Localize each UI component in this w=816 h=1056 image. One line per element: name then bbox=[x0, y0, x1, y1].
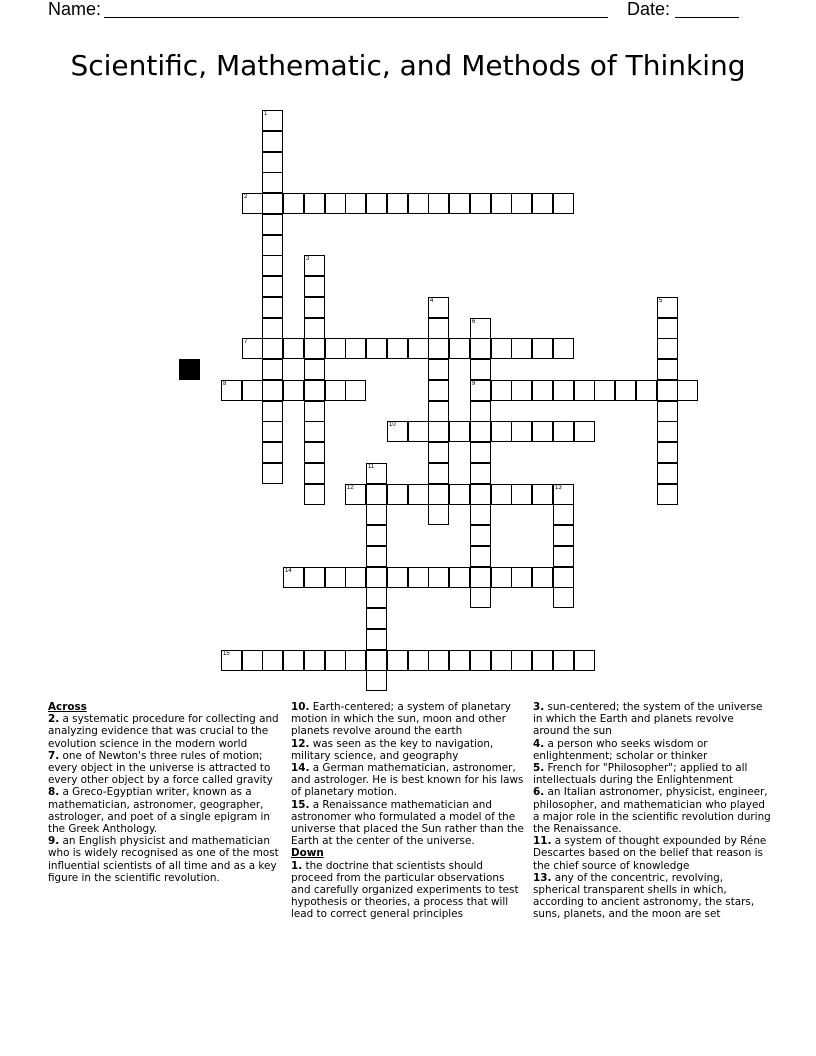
clue-down-5: 5. French for "Philosopher"; applied to all intellectuals during the Enlightenment bbox=[533, 762, 748, 787]
grid-cell[interactable] bbox=[657, 380, 678, 401]
grid-cell[interactable] bbox=[428, 359, 449, 380]
clue-across-9: 9. an English physicist and mathematician who is widely recognised as one of the most influential scientists of all time and as a key figure in the scientific revolution. bbox=[48, 835, 279, 884]
grid-cell[interactable] bbox=[262, 463, 283, 484]
grid-cell[interactable] bbox=[283, 193, 304, 214]
grid-cell[interactable] bbox=[470, 484, 491, 505]
grid-cell[interactable] bbox=[574, 421, 595, 442]
grid-cell[interactable] bbox=[242, 338, 263, 359]
grid-cell[interactable] bbox=[366, 567, 387, 588]
grid-cell[interactable] bbox=[262, 359, 283, 380]
grid-cell[interactable] bbox=[657, 421, 678, 442]
grid-cell[interactable] bbox=[657, 463, 678, 484]
grid-cell[interactable] bbox=[304, 567, 325, 588]
grid-cell[interactable] bbox=[532, 484, 553, 505]
grid-cell[interactable] bbox=[511, 650, 532, 671]
clue-down-1: 1. the doctrine that scientists should proceed from the particular observations and carefully organized experiments to test hypothesis or theories, a process that will lead to correct general principles bbox=[291, 859, 519, 921]
clue-across-15: 15. a Renaissance mathematician and astronomer who formulated a model of the universe that placed the Sun rather than the Earth at the center of the universe. bbox=[291, 798, 524, 848]
clue-number: 7 bbox=[244, 339, 248, 345]
grid-cell[interactable] bbox=[366, 463, 387, 484]
date-line bbox=[675, 17, 739, 18]
grid-cell[interactable] bbox=[366, 546, 387, 567]
grid-cell[interactable] bbox=[304, 484, 325, 505]
clue-number: 11 bbox=[368, 464, 375, 470]
grid-cell[interactable] bbox=[325, 567, 346, 588]
grid-cell[interactable] bbox=[262, 318, 283, 339]
grid-cell[interactable] bbox=[428, 421, 449, 442]
clue-down-4: 4. a person who seeks wisdom or enlightenment; scholar or thinker bbox=[533, 737, 708, 762]
grid-cell[interactable] bbox=[657, 484, 678, 505]
grid-cell[interactable] bbox=[366, 670, 387, 691]
grid-cell[interactable] bbox=[387, 650, 408, 671]
grid-cell[interactable] bbox=[221, 380, 242, 401]
grid-cell[interactable] bbox=[553, 504, 574, 525]
grid-cell[interactable] bbox=[325, 338, 346, 359]
grid-cell[interactable] bbox=[345, 193, 366, 214]
grid-cell[interactable] bbox=[511, 567, 532, 588]
grid-cell[interactable] bbox=[657, 359, 678, 380]
grid-cell[interactable] bbox=[428, 463, 449, 484]
clue-number: 13 bbox=[555, 485, 562, 491]
clue-across-12: 12. was seen as the key to navigation, military science, and geography bbox=[291, 737, 494, 762]
grid-cell[interactable] bbox=[470, 442, 491, 463]
grid-cell[interactable] bbox=[366, 525, 387, 546]
grid-cell[interactable] bbox=[428, 567, 449, 588]
clue-number: 15 bbox=[223, 651, 230, 657]
grid-cell[interactable] bbox=[511, 193, 532, 214]
grid-cell[interactable] bbox=[428, 318, 449, 339]
grid-cell[interactable] bbox=[428, 442, 449, 463]
clue-number: 2 bbox=[244, 194, 248, 200]
grid-cell[interactable] bbox=[262, 235, 283, 256]
clue-number: 9 bbox=[472, 381, 476, 387]
grid-cell[interactable] bbox=[345, 484, 366, 505]
across-heading: Across bbox=[48, 701, 87, 713]
grid-cell[interactable] bbox=[470, 401, 491, 422]
grid-cell[interactable] bbox=[283, 567, 304, 588]
grid-cell[interactable] bbox=[325, 380, 346, 401]
grid-cell[interactable] bbox=[532, 567, 553, 588]
clues-column-1 bbox=[48, 701, 284, 884]
grid-cell[interactable] bbox=[325, 193, 346, 214]
name-label: Name: bbox=[48, 0, 102, 19]
grid-cell[interactable] bbox=[428, 484, 449, 505]
grid-cell[interactable] bbox=[304, 650, 325, 671]
grid-cell[interactable] bbox=[304, 442, 325, 463]
grid-cell[interactable] bbox=[574, 380, 595, 401]
grid-cell[interactable] bbox=[511, 421, 532, 442]
grid-cell[interactable] bbox=[470, 567, 491, 588]
grid-cell[interactable] bbox=[262, 650, 283, 671]
clue-number: 6 bbox=[472, 319, 476, 325]
grid-cell[interactable] bbox=[283, 650, 304, 671]
grid-cell[interactable] bbox=[366, 338, 387, 359]
grid-cell[interactable] bbox=[470, 380, 491, 401]
clue-number: 12 bbox=[347, 485, 354, 491]
grid-cell[interactable] bbox=[657, 442, 678, 463]
grid-cell[interactable] bbox=[553, 650, 574, 671]
grid-cell[interactable] bbox=[470, 359, 491, 380]
clues-column-3 bbox=[533, 701, 773, 921]
grid-cell[interactable] bbox=[242, 380, 263, 401]
grid-cell[interactable] bbox=[262, 421, 283, 442]
grid-cell[interactable] bbox=[574, 650, 595, 671]
grid-cell[interactable] bbox=[470, 338, 491, 359]
grid-cell[interactable] bbox=[657, 338, 678, 359]
grid-cell[interactable] bbox=[449, 421, 470, 442]
clue-number: 10 bbox=[389, 422, 396, 428]
grid-cell[interactable] bbox=[366, 484, 387, 505]
grid-cell[interactable] bbox=[470, 525, 491, 546]
grid-cell[interactable] bbox=[449, 338, 470, 359]
grid-cell[interactable] bbox=[470, 463, 491, 484]
clue-across-7: 7. one of Newton's three rules of motion; every object in the universe is attracted to every other object by a force called gravity bbox=[48, 749, 273, 787]
clue-number: 3 bbox=[306, 256, 310, 262]
grid-cell[interactable] bbox=[553, 484, 574, 505]
date-label: Date: bbox=[627, 0, 671, 19]
grid-cell[interactable] bbox=[242, 193, 263, 214]
grid-cell[interactable] bbox=[532, 650, 553, 671]
grid-cell[interactable] bbox=[428, 504, 449, 525]
clue-down-3: 3. sun-centered; the system of the universe in which the Earth and planets revolve around the sun bbox=[533, 701, 763, 738]
grid-cell[interactable] bbox=[677, 380, 698, 401]
grid-cell[interactable] bbox=[262, 297, 283, 318]
grid-cell[interactable] bbox=[553, 525, 574, 546]
clue-number: 14 bbox=[285, 568, 292, 574]
grid-cell[interactable] bbox=[511, 338, 532, 359]
grid-cell[interactable] bbox=[532, 421, 553, 442]
name-line bbox=[104, 17, 608, 18]
grid-cell[interactable] bbox=[345, 650, 366, 671]
clue-across-10: 10. Earth-centered; a system of planetary motion in which the sun, moon and other planets revolve around the earth bbox=[291, 701, 511, 738]
grid-cell[interactable] bbox=[366, 650, 387, 671]
grid-cell[interactable] bbox=[491, 567, 512, 588]
grid-cell[interactable] bbox=[553, 567, 574, 588]
grid-cell[interactable] bbox=[491, 421, 512, 442]
grid-cell[interactable] bbox=[636, 380, 657, 401]
grid-cell[interactable] bbox=[428, 650, 449, 671]
grid-cell[interactable] bbox=[262, 380, 283, 401]
grid-cell[interactable] bbox=[491, 650, 512, 671]
grid-cell[interactable] bbox=[304, 359, 325, 380]
grid-cell[interactable] bbox=[532, 193, 553, 214]
grid-cell[interactable] bbox=[345, 338, 366, 359]
grid-cell[interactable] bbox=[657, 297, 678, 318]
grid-cell[interactable] bbox=[304, 318, 325, 339]
grid-cell[interactable] bbox=[304, 338, 325, 359]
grid-cell[interactable] bbox=[262, 214, 283, 235]
grid-cell[interactable] bbox=[262, 442, 283, 463]
grid-cell[interactable] bbox=[553, 587, 574, 608]
grid-cell[interactable] bbox=[428, 380, 449, 401]
grid-cell[interactable] bbox=[366, 504, 387, 525]
grid-cell[interactable] bbox=[594, 380, 615, 401]
grid-cell[interactable] bbox=[470, 546, 491, 567]
grid-cell[interactable] bbox=[511, 484, 532, 505]
grid-cell[interactable] bbox=[283, 380, 304, 401]
grid-cell[interactable] bbox=[366, 587, 387, 608]
grid-cell[interactable] bbox=[511, 380, 532, 401]
grid-cell[interactable] bbox=[408, 484, 429, 505]
down-heading: Down bbox=[291, 847, 324, 860]
grid-cell[interactable] bbox=[532, 380, 553, 401]
grid-cell[interactable] bbox=[428, 297, 449, 318]
grid-cell[interactable] bbox=[262, 131, 283, 152]
grid-cell[interactable] bbox=[304, 276, 325, 297]
grid-cell[interactable] bbox=[470, 318, 491, 339]
grid-cell[interactable] bbox=[491, 380, 512, 401]
grid-cell[interactable] bbox=[449, 650, 470, 671]
grid-cell[interactable] bbox=[491, 484, 512, 505]
grid-cell[interactable] bbox=[304, 255, 325, 276]
grid-cell[interactable] bbox=[470, 504, 491, 525]
grid-cell[interactable] bbox=[491, 193, 512, 214]
grid-cell[interactable] bbox=[304, 401, 325, 422]
grid-cell[interactable] bbox=[304, 463, 325, 484]
grid-cell[interactable] bbox=[304, 297, 325, 318]
grid-cell[interactable] bbox=[428, 338, 449, 359]
grid-cell[interactable] bbox=[615, 380, 636, 401]
grid-cell[interactable] bbox=[532, 338, 553, 359]
blocked-cell bbox=[179, 359, 200, 380]
grid-cell[interactable] bbox=[553, 546, 574, 567]
grid-cell[interactable] bbox=[387, 484, 408, 505]
grid-cell[interactable] bbox=[657, 318, 678, 339]
grid-cell[interactable] bbox=[470, 421, 491, 442]
clue-down-6: 6. an Italian astronomer, physicist, engineer, philosopher, and mathematician who played a major role in the scientific revolution during the Renaissance. bbox=[533, 786, 771, 836]
grid-cell[interactable] bbox=[262, 255, 283, 276]
grid-cell[interactable] bbox=[553, 380, 574, 401]
grid-cell[interactable] bbox=[408, 650, 429, 671]
grid-cell[interactable] bbox=[449, 567, 470, 588]
grid-cell[interactable] bbox=[387, 421, 408, 442]
grid-cell[interactable] bbox=[262, 401, 283, 422]
grid-cell[interactable] bbox=[387, 567, 408, 588]
grid-cell[interactable] bbox=[428, 193, 449, 214]
clue-down-13: 13. any of the concentric, revolving, spherical transparent shells in which, according to ancient astronomy, the stars, suns, planets, and the moon are set bbox=[533, 871, 755, 921]
grid-cell[interactable] bbox=[262, 193, 283, 214]
clue-number: 4 bbox=[430, 298, 434, 304]
grid-cell[interactable] bbox=[553, 421, 574, 442]
grid-cell[interactable] bbox=[221, 650, 242, 671]
grid-cell[interactable] bbox=[553, 193, 574, 214]
grid-cell[interactable] bbox=[366, 193, 387, 214]
clue-number: 8 bbox=[223, 381, 227, 387]
grid-cell[interactable] bbox=[345, 567, 366, 588]
grid-cell[interactable] bbox=[345, 380, 366, 401]
clues-column-2 bbox=[291, 701, 524, 921]
grid-cell[interactable] bbox=[262, 276, 283, 297]
clue-across-14: 14. a German mathematician, astronomer, and astrologer. He is best known for his laws of planetary motion. bbox=[291, 762, 524, 799]
grid-cell[interactable] bbox=[262, 172, 283, 193]
grid-cell[interactable] bbox=[449, 193, 470, 214]
clue-across-8: 8. a Greco-Egyptian writer, known as a mathematician, astronomer, geographer, astrologer, and poet of a single epigram in the Greek Anthology. bbox=[48, 786, 270, 836]
grid-cell[interactable] bbox=[325, 650, 346, 671]
grid-cell[interactable] bbox=[366, 608, 387, 629]
grid-cell[interactable] bbox=[242, 650, 263, 671]
clue-number: 1 bbox=[264, 111, 268, 117]
grid-cell[interactable] bbox=[304, 193, 325, 214]
grid-cell[interactable] bbox=[470, 650, 491, 671]
grid-cell[interactable] bbox=[408, 338, 429, 359]
grid-cell[interactable] bbox=[262, 338, 283, 359]
clue-across-2: 2. a systematic procedure for collecting and analyzing evidence that was crucial to the evolution science in the modern world bbox=[48, 713, 279, 750]
grid-cell[interactable] bbox=[449, 484, 470, 505]
clue-number: 5 bbox=[659, 298, 663, 304]
grid-cell[interactable] bbox=[366, 629, 387, 650]
grid-cell[interactable] bbox=[428, 401, 449, 422]
grid-cell[interactable] bbox=[408, 421, 429, 442]
grid-cell[interactable] bbox=[387, 338, 408, 359]
grid-cell[interactable] bbox=[304, 380, 325, 401]
grid-cell[interactable] bbox=[283, 338, 304, 359]
page-title: Scientific, Mathematic, and Methods of Thinking bbox=[70, 49, 746, 82]
grid-cell[interactable] bbox=[657, 401, 678, 422]
grid-cell[interactable] bbox=[262, 152, 283, 173]
clue-down-11: 11. a system of thought expounded by Réne Descartes based on the belief that reason is the chief source of knowledge bbox=[533, 835, 767, 872]
grid-cell[interactable] bbox=[470, 193, 491, 214]
grid-cell[interactable] bbox=[387, 193, 408, 214]
grid-cell[interactable] bbox=[262, 110, 283, 131]
grid-cell[interactable] bbox=[408, 567, 429, 588]
grid-cell[interactable] bbox=[408, 193, 429, 214]
grid-cell[interactable] bbox=[304, 421, 325, 442]
grid-cell[interactable] bbox=[553, 338, 574, 359]
grid-cell[interactable] bbox=[491, 338, 512, 359]
grid-cell[interactable] bbox=[470, 587, 491, 608]
